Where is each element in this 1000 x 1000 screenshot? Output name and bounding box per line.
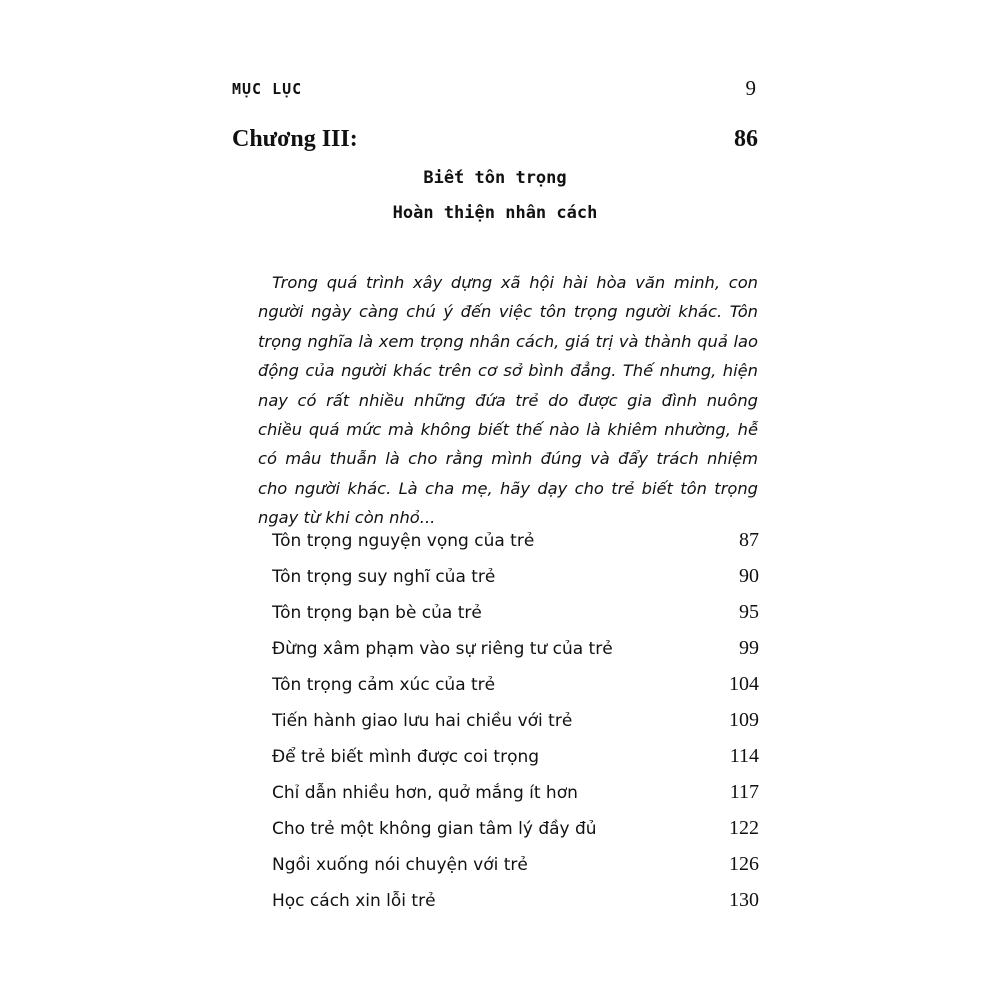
running-head: MỤC LỤC [232,80,303,98]
toc-entry-page: 126 [729,853,759,875]
toc-entry [272,889,759,925]
toc-entry-page: 109 [729,709,759,731]
chapter-title-line-1: Biết tôn trọng [423,168,567,188]
chapter-label: Chương III: [232,126,358,152]
toc-entry-title: Tôn trọng bạn bè của trẻ [272,603,482,623]
toc-entry-title: Để trẻ biết mình được coi trọng [272,747,540,767]
toc-entry [272,709,759,745]
toc-entry [272,853,759,889]
toc-entry-title: Đừng xâm phạm vào sự riêng tư của trẻ [272,639,613,659]
toc-entry [272,529,759,565]
toc-entry-title: Tôn trọng suy nghĩ của trẻ [272,567,496,587]
toc-entry-title: Ngồi xuống nói chuyện với trẻ [272,855,528,875]
toc-entry-title: Cho trẻ một không gian tâm lý đầy đủ [272,819,597,839]
toc-entry-page: 90 [739,565,759,587]
toc-entry-title: Tiến hành giao lưu hai chiều với trẻ [272,711,573,731]
toc-entry-page: 130 [729,889,759,911]
toc-entry-page: 95 [739,601,759,623]
chapter-intro-paragraph: Trong quá trình xây dựng xã hội hài hòa văn minh, con người ngày càng chú ý đến việc tôn trọng người khác. Tôn trọng nghĩa là xem trọng nhân cách, giá trị và thành quả lao động của người khác trên cơ sở bình đẳng. Thế nhưng, hiện nay có rất nhiều những đứa trẻ do được gia đình nuông chiều quá mức mà không biết thế nào là khiêm nhường, hễ có mâu thuẫn là cho rằng mình đúng và đẩy trách nhiệm cho người khác. Là cha mẹ, hãy dạy cho trẻ biết tôn trọng ngay từ khi còn nhỏ... [258,273,758,528]
chapter-title-line-2: Hoàn thiện nhân cách [392,203,598,223]
chapter-page-number: 86 [734,126,758,152]
toc-entry [272,601,759,637]
toc-entry-title: Tôn trọng cảm xúc của trẻ [272,675,496,695]
page-number: 9 [745,76,756,100]
toc-entry [272,565,759,601]
toc-entry [272,781,759,817]
toc-entry [272,673,759,709]
toc-entry-page: 122 [729,817,759,839]
toc-list [272,529,759,925]
toc-entry-page: 87 [739,529,759,551]
toc-entry-page: 114 [729,745,759,767]
toc-entry-title: Chỉ dẫn nhiều hơn, quở mắng ít hơn [272,783,578,803]
toc-entry-page: 99 [739,637,759,659]
toc-entry-page: 104 [729,673,759,695]
toc-entry-title: Tôn trọng nguyện vọng của trẻ [272,531,535,551]
toc-entry-page: 117 [729,781,759,803]
toc-entry-title: Học cách xin lỗi trẻ [272,891,436,911]
toc-entry [272,817,759,853]
toc-entry [272,745,759,781]
toc-entry [272,637,759,673]
